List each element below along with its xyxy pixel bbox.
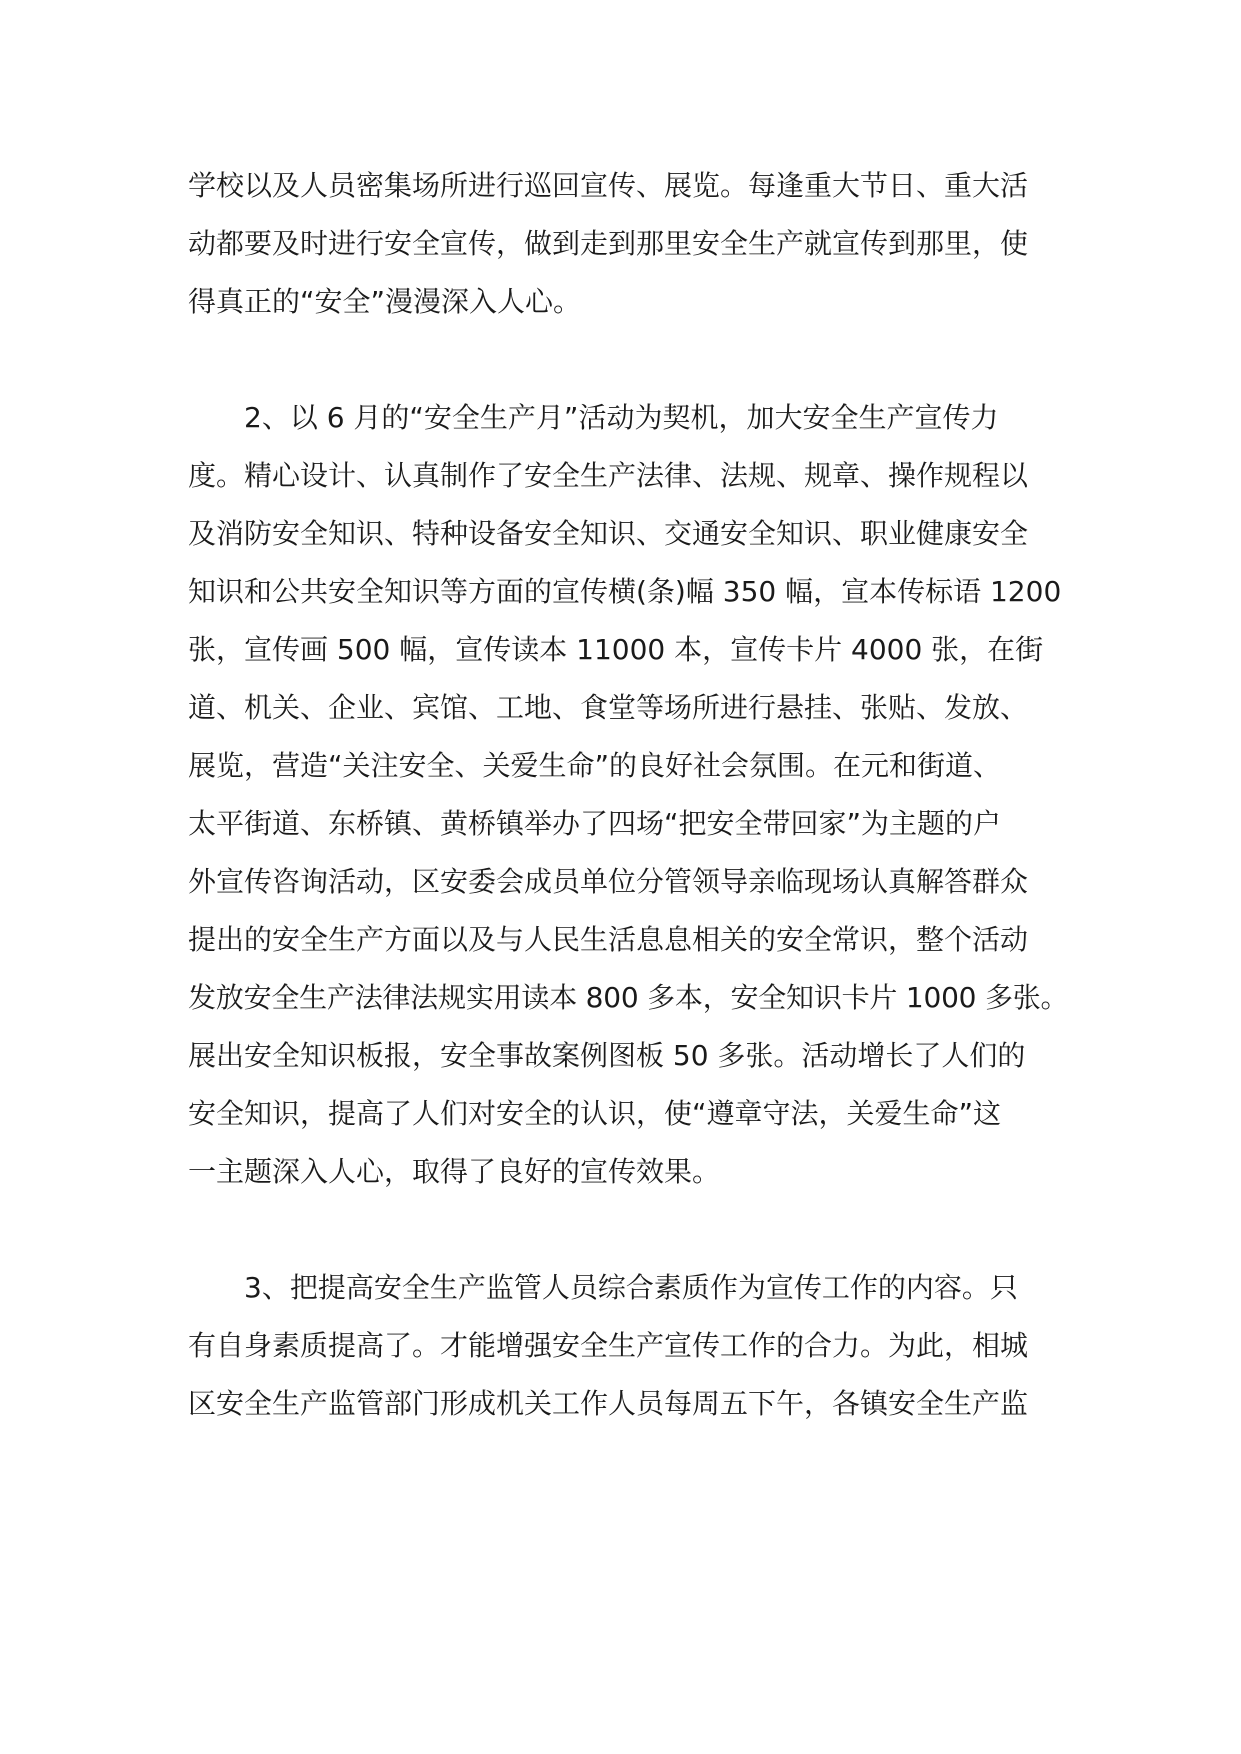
paragraph-3-line-2: 有自身素质提高了。才能增强安全生产宣传工作的合力。为此，相城: [188, 1329, 1029, 1362]
paragraph-2-line-3: 及消防安全知识、特种设备安全知识、交通安全知识、职业健康安全: [188, 517, 1029, 550]
paragraph-2-line-8: 太平街道、东桥镇、黄桥镇举办了四场“把安全带回家”为主题的户: [188, 807, 1002, 840]
paragraph-2-line-1: 2、以 6 月的“安全生产月”活动为契机，加大安全生产宣传力: [244, 401, 999, 434]
paragraph-2-line-14: 一主题深入人心，取得了良好的宣传效果。: [188, 1155, 721, 1188]
paragraph-3-line-3: 区安全生产监管部门形成机关工作人员每周五下午，各镇安全生产监: [188, 1387, 1029, 1420]
paragraph-2-line-11: 发放安全生产法律法规实用读本 800 多本，安全知识卡片 1000 多张。: [188, 981, 1069, 1014]
paragraph-2-line-2: 度。精心设计、认真制作了安全生产法律、法规、规章、操作规程以: [188, 459, 1029, 492]
paragraph-2-line-13: 安全知识，提高了人们对安全的认识，使“遵章守法，关爱生命”这: [188, 1097, 1002, 1130]
paragraph-2-line-4: 知识和公共安全知识等方面的宣传横(条)幅 350 幅，宣本传标语 1200: [188, 575, 1062, 608]
paragraph-2-line-6: 道、机关、企业、宾馆、工地、食堂等场所进行悬挂、张贴、发放、: [188, 691, 1029, 724]
paragraph-2-line-9: 外宣传咨询活动，区安委会成员单位分管领导亲临现场认真解答群众: [188, 865, 1029, 898]
paragraph-1-line-2: 动都要及时进行安全宣传，做到走到那里安全生产就宣传到那里，使: [188, 227, 1029, 260]
paragraph-1-line-3: 得真正的“安全”漫漫深入人心。: [188, 285, 582, 318]
paragraph-2-line-12: 展出安全知识板报，安全事故案例图板 50 多张。活动增长了人们的: [188, 1039, 1026, 1072]
paragraph-1-line-1: 学校以及人员密集场所进行巡回宣传、展览。每逢重大节日、重大活: [188, 169, 1029, 202]
paragraph-3-line-1: 3、把提高安全生产监管人员综合素质作为宣传工作的内容。只: [244, 1271, 1018, 1304]
paragraph-2-line-5: 张，宣传画 500 幅，宣传读本 11000 本，宣传卡片 4000 张，在街: [188, 633, 1044, 666]
paragraph-2-line-7: 展览，营造“关注安全、关爱生命”的良好社会氛围。在元和街道、: [188, 749, 1002, 782]
paragraph-2-line-10: 提出的安全生产方面以及与人民生活息息相关的安全常识，整个活动: [188, 923, 1029, 956]
